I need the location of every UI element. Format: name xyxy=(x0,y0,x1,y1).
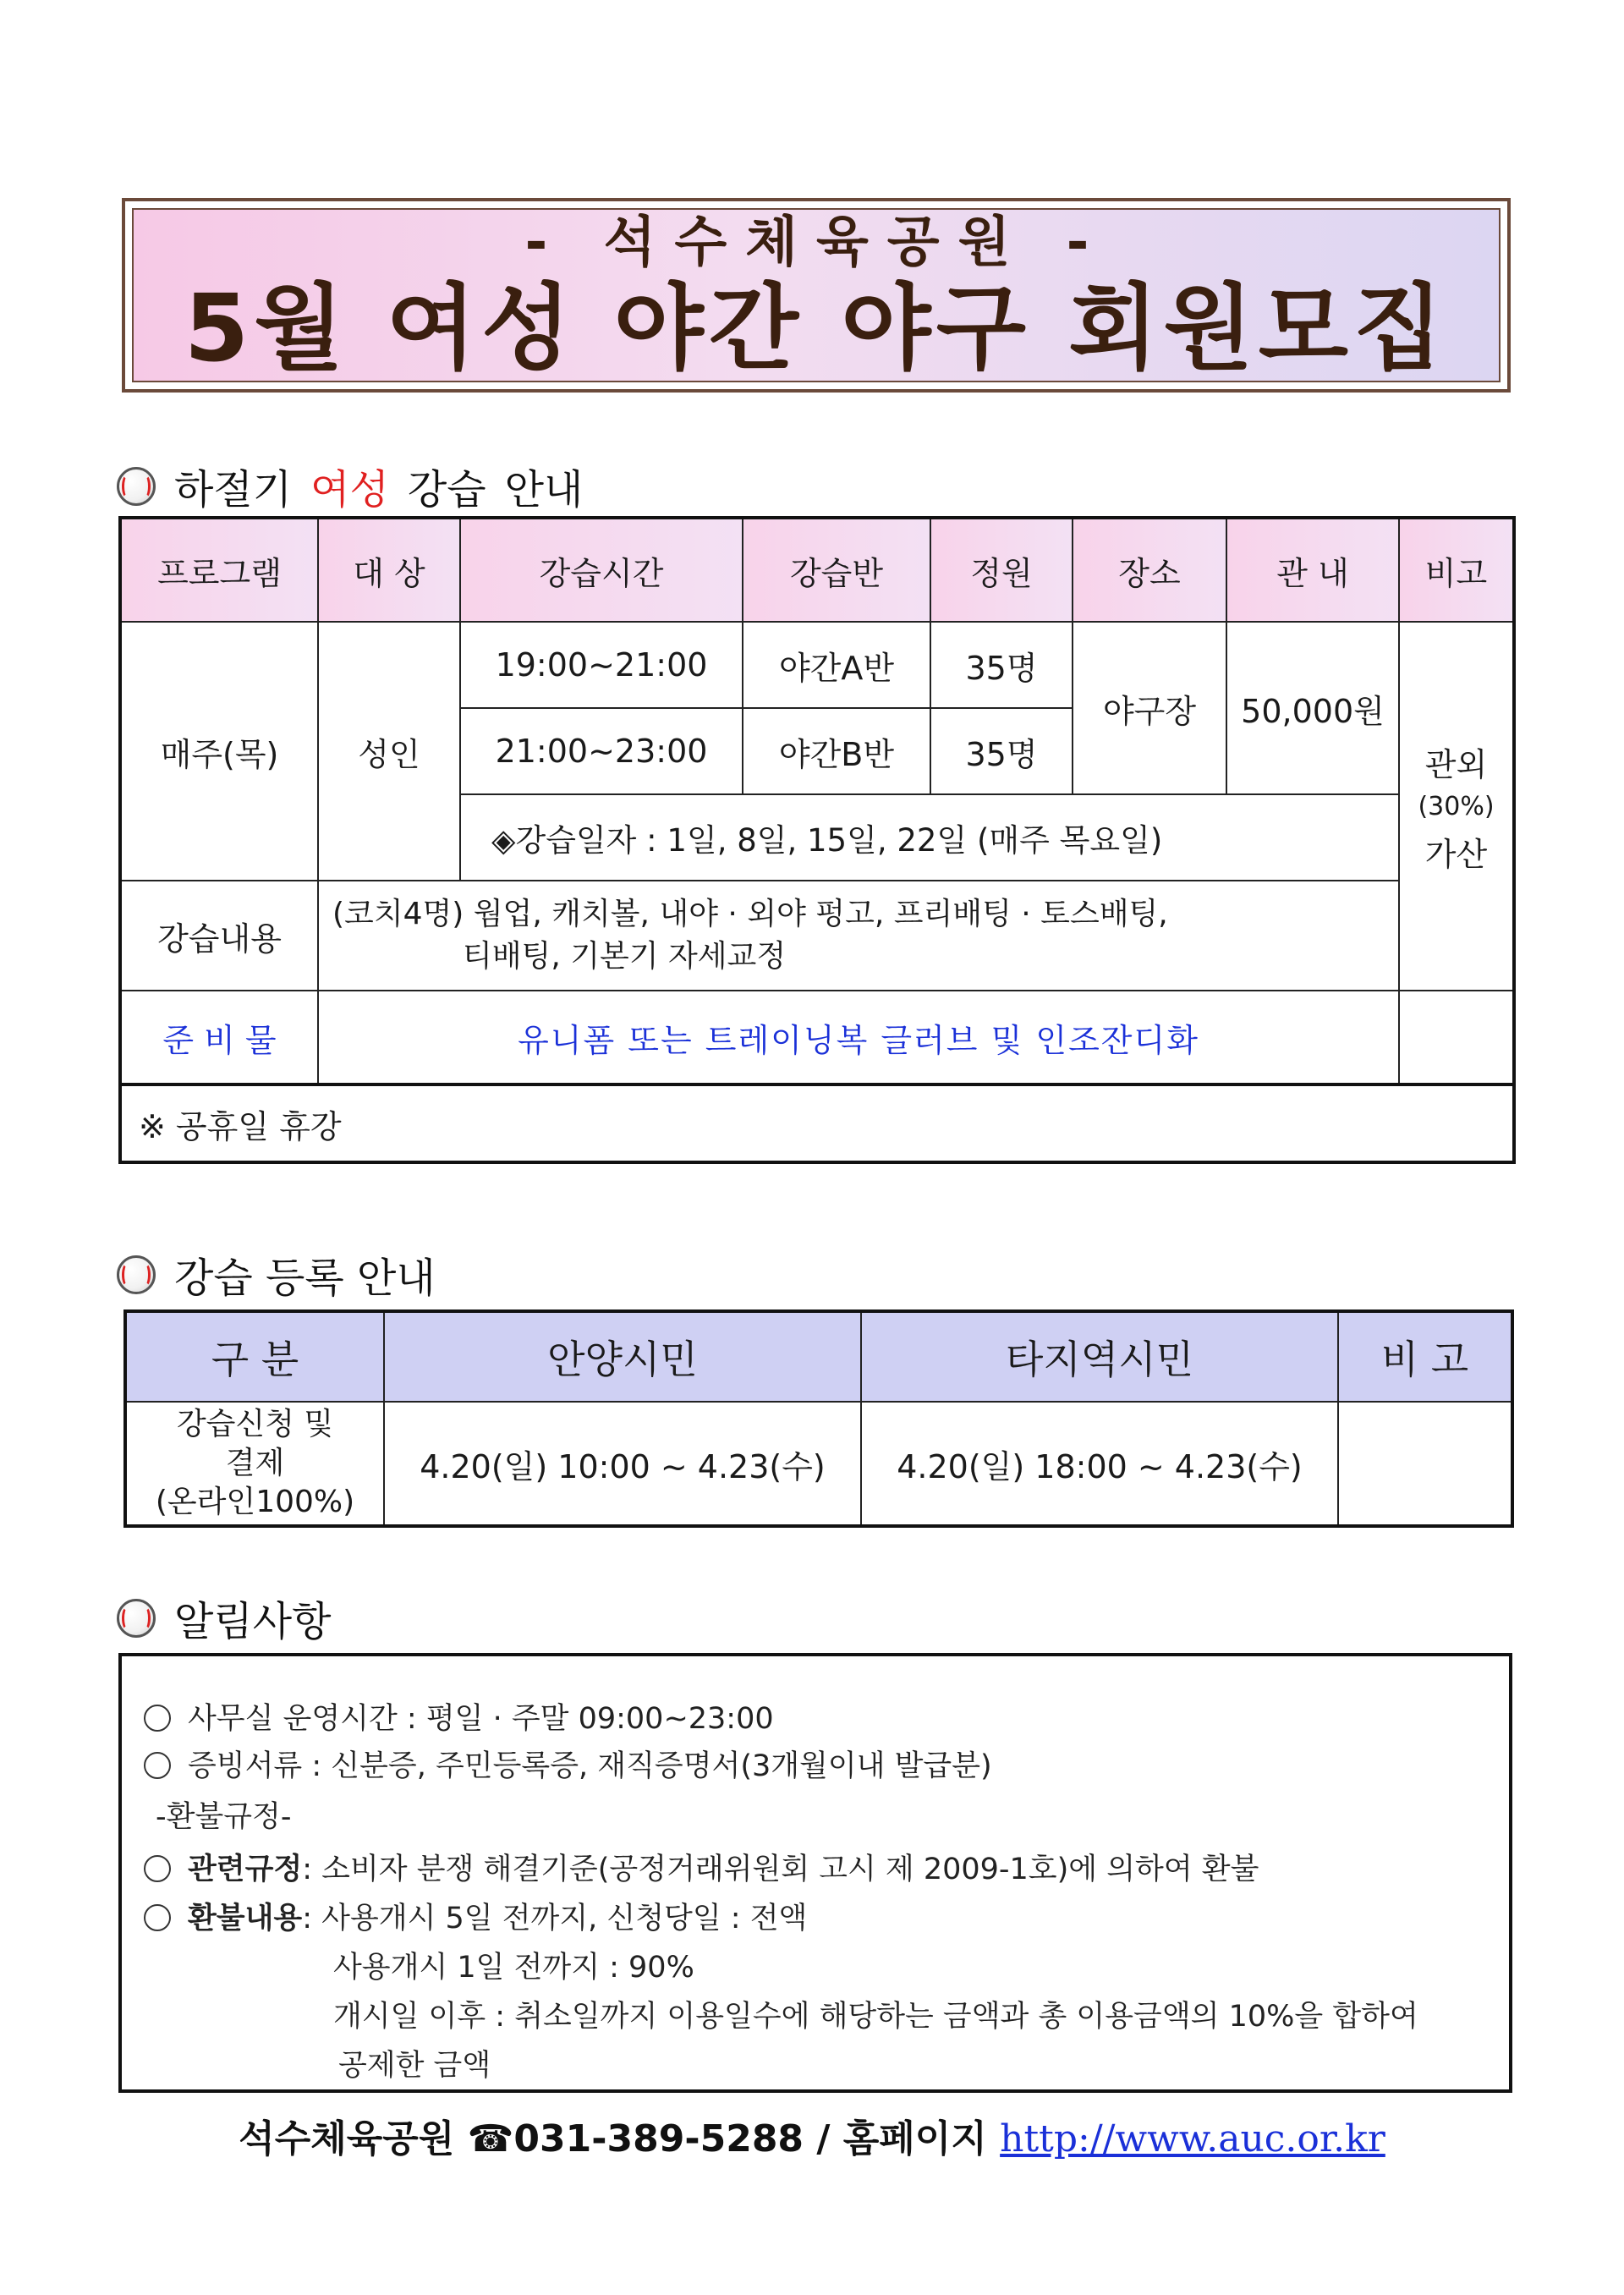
footer xyxy=(0,2108,1624,2162)
time-a: 19:00~21:00 xyxy=(460,622,743,708)
content-line-2: 티배팅, 기본기 자세교정 xyxy=(463,939,787,974)
reg-header-note: 비 고 xyxy=(1338,1311,1512,1402)
refund-line-3: 개시일 이후 : 취소일까지 이용일수에 해당하는 금액과 총 이용금액의 10%을 합하여 xyxy=(333,2000,1418,2034)
fee-value: 50,000원 xyxy=(1226,622,1399,794)
class-a: 야간A반 xyxy=(743,622,930,708)
office-hours: 사무실 운영시간 : 평일 · 주말 09:00~23:00 xyxy=(188,1702,774,1736)
place-value: 야구장 xyxy=(1073,622,1226,794)
section1-heading-a: 하절기 xyxy=(174,466,293,513)
notice-rule xyxy=(144,1846,1259,1888)
title-inner xyxy=(132,208,1501,382)
notice-office xyxy=(144,1695,774,1738)
header-note: 비고 xyxy=(1399,518,1514,622)
reg-header-type: 구 분 xyxy=(125,1311,384,1402)
reg-header-other: 타지역시민 xyxy=(861,1311,1338,1402)
section3-heading xyxy=(117,1589,331,1647)
table-row xyxy=(120,991,1514,1084)
prep-label: 준 비 물 xyxy=(120,991,318,1084)
holiday-note: ※ 공휴일 휴강 xyxy=(120,1084,1514,1162)
homepage-link[interactable]: http://www.auc.or.kr xyxy=(1000,2117,1385,2160)
page-title: 5월 여성 야간 야구 회원모집 xyxy=(184,274,1449,382)
time-b: 21:00~23:00 xyxy=(460,708,743,794)
baseball-icon xyxy=(117,1255,156,1294)
reg-header-anyang: 안양시민 xyxy=(384,1311,861,1402)
table-row xyxy=(120,1084,1514,1162)
prep-value: 유니폼 또는 트레이닝복 글러브 및 인조잔디화 xyxy=(318,991,1399,1084)
program-table-header xyxy=(120,518,1514,622)
refund-line-4: 공제한 금액 xyxy=(338,2049,491,2083)
registration-table xyxy=(123,1309,1514,1528)
class-b: 야간B반 xyxy=(743,708,930,794)
refund-label: 환불내용 xyxy=(188,1902,303,1935)
header-class: 강습반 xyxy=(743,518,930,622)
section1-heading-d: 안내 xyxy=(504,466,584,513)
reg-label-2: 결제 xyxy=(225,1446,285,1480)
table-row xyxy=(125,1402,1512,1526)
section2-heading-text: 강습 등록 안내 xyxy=(174,1255,436,1302)
capacity-b: 35명 xyxy=(930,708,1073,794)
header-capacity: 정원 xyxy=(930,518,1073,622)
circle-bullet-icon xyxy=(144,1705,171,1732)
program-table xyxy=(118,516,1516,1164)
section2-heading xyxy=(117,1245,436,1304)
lesson-dates: ◈강습일자 : 1일, 8일, 15일, 22일 (매주 목요일) xyxy=(460,794,1399,881)
reg-label-3: (온라인100%) xyxy=(155,1485,355,1519)
refund-line-1: : 사용개시 5일 전까지, 신청당일 : 전액 xyxy=(302,1902,808,1935)
note-b: (30%) xyxy=(1418,791,1495,821)
refund-line-2: 사용개시 1일 전까지 : 90% xyxy=(333,1951,694,1985)
reg-label xyxy=(125,1402,384,1526)
baseball-icon xyxy=(117,1599,156,1638)
circle-bullet-icon xyxy=(144,1752,171,1779)
reg-anyang-period: 4.20(일) 10:00 ~ 4.23(수) xyxy=(384,1402,861,1526)
content-label: 강습내용 xyxy=(120,881,318,991)
section3-heading-text: 알림사항 xyxy=(174,1598,332,1645)
registration-header xyxy=(125,1311,1512,1402)
footer-org: 석수체육공원 xyxy=(239,2117,455,2160)
footer-sep: / xyxy=(816,2117,831,2160)
rule-label: 관련규정 xyxy=(188,1853,303,1886)
rule-text: : 소비자 분쟁 해결기준(공정거래위원회 고시 제 2009-1호)에 의하여 환불 xyxy=(302,1853,1259,1886)
circle-bullet-icon xyxy=(144,1855,171,1882)
required-docs: 증빙서류 : 신분증, 주민등록증, 재직증명서(3개월이내 발급분) xyxy=(188,1749,992,1783)
capacity-a: 35명 xyxy=(930,622,1073,708)
note-value xyxy=(1399,622,1514,991)
section1-heading xyxy=(117,457,601,515)
header-program: 프로그램 xyxy=(120,518,318,622)
reg-note xyxy=(1338,1402,1512,1526)
header-time: 강습시간 xyxy=(460,518,743,622)
table-row xyxy=(120,881,1514,991)
footer-phone: ☎031-389-5288 xyxy=(467,2117,804,2160)
refund-title: -환불규정- xyxy=(156,1800,292,1834)
header-place: 장소 xyxy=(1073,518,1226,622)
target-value: 성인 xyxy=(318,622,460,881)
baseball-icon xyxy=(117,467,156,506)
note-c: 가산 xyxy=(1424,835,1488,873)
title-subtitle: - 석수체육공원 - xyxy=(524,211,1108,274)
header-fee: 관 내 xyxy=(1226,518,1399,622)
notice-refund xyxy=(144,1895,807,1937)
notice-box xyxy=(118,1653,1512,2093)
section1-heading-b: 여성 xyxy=(310,466,389,513)
content-line-1: (코치4명) 웜업, 캐치볼, 내야 · 외야 펑고, 프리배팅 · 토스배팅, xyxy=(332,897,1168,931)
content-value xyxy=(318,881,1399,991)
reg-other-period: 4.20(일) 18:00 ~ 4.23(수) xyxy=(861,1402,1338,1526)
title-banner xyxy=(122,198,1511,393)
footer-homepage-label: 홈페이지 xyxy=(842,2117,987,2160)
header-target: 대 상 xyxy=(318,518,460,622)
prep-note xyxy=(1399,991,1514,1084)
notice-docs xyxy=(144,1743,992,1785)
circle-bullet-icon xyxy=(144,1904,171,1931)
table-row xyxy=(120,622,1514,708)
reg-label-1: 강습신청 및 xyxy=(176,1407,334,1441)
section1-heading-c: 강습 xyxy=(407,466,486,513)
note-a: 관외 xyxy=(1424,745,1488,783)
program-value: 매주(목) xyxy=(120,622,318,881)
